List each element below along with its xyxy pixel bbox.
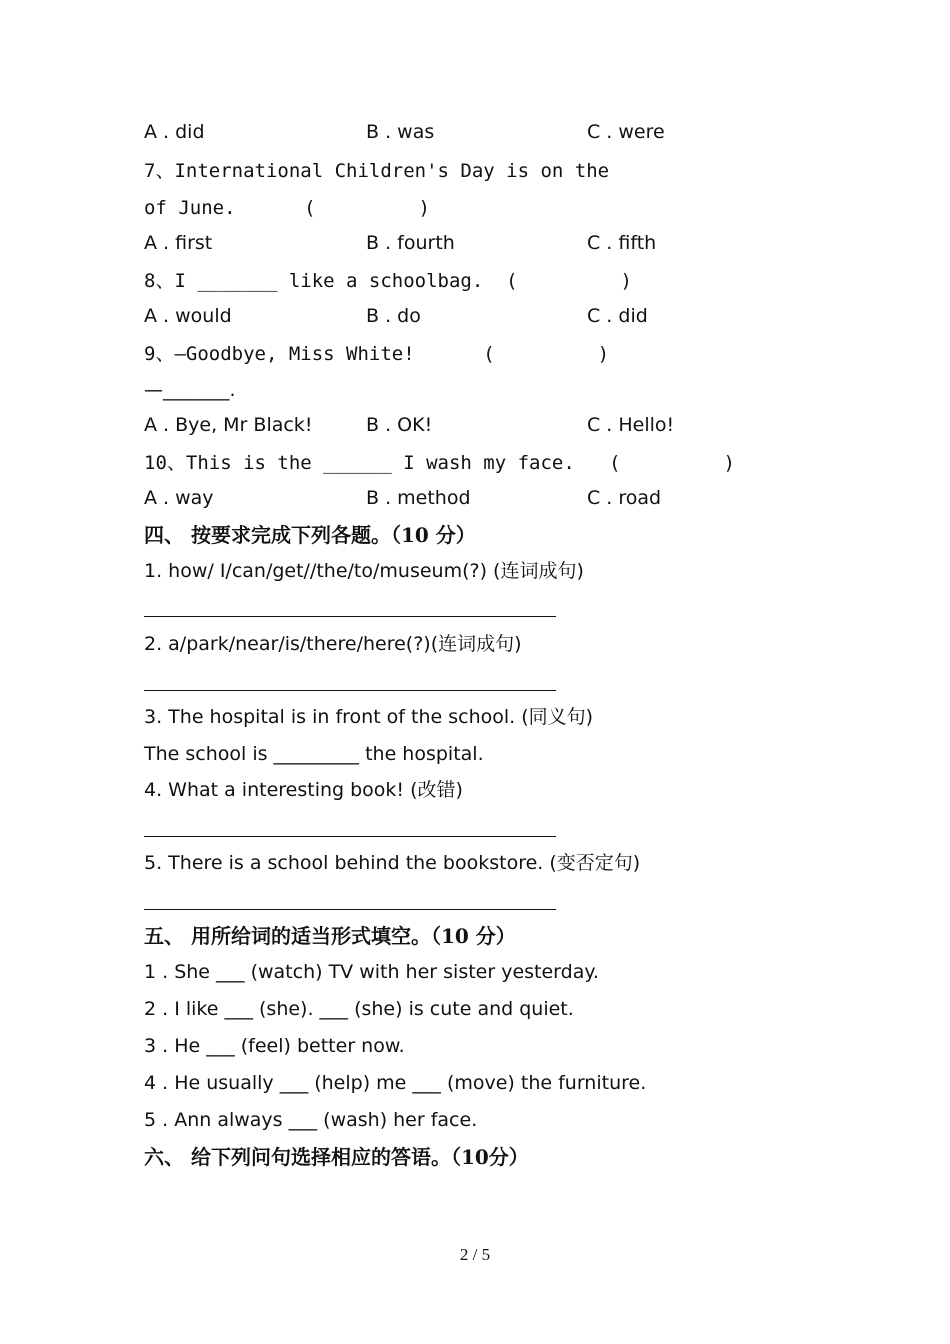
q9-option-a: A . Bye, Mr Black! xyxy=(144,414,313,436)
section4-item-4: 4. What a interesting book! (改错) xyxy=(144,779,463,801)
page-number: 2 / 5 xyxy=(459,1245,491,1264)
section4-item-3: 3. The hospital is in front of the school. (同义句) xyxy=(144,706,594,728)
section4-item-1: 1. how/ I/can/get//the/to/museum(?) (连词成句) xyxy=(144,560,584,582)
q10-question: 10、This is the ______ I wash my face. ( ) xyxy=(144,452,735,474)
section6-heading: 六、 给下列问句选择相应的答语。（10分） xyxy=(144,1145,529,1169)
section4-heading: 四、 按要求完成下列各题。（10 分） xyxy=(144,523,476,547)
q10-option-c: C . road xyxy=(587,487,662,509)
q8-option-a: A . would xyxy=(144,305,232,327)
q7-option-a: A . first xyxy=(144,232,213,254)
q6-option-a: A . did xyxy=(144,121,205,143)
section5-item-3: 3 . He ___ (feel) better now. xyxy=(144,1035,405,1057)
q6-option-c: C . were xyxy=(587,121,665,143)
q9-question: 9、—Goodbye, Miss White! ( ) xyxy=(144,343,610,365)
section4-item-3-fill: The school is _________ the hospital. xyxy=(144,743,484,765)
q9-option-b: B . OK! xyxy=(366,414,433,436)
section5-heading: 五、 用所给词的适当形式填空。（10 分） xyxy=(144,924,516,948)
q8-option-b: B . do xyxy=(366,305,421,327)
answer-line xyxy=(144,616,556,617)
answer-line xyxy=(144,690,556,691)
answer-line xyxy=(144,909,556,910)
q7-option-c: C . fifth xyxy=(587,232,657,254)
q10-option-a: A . way xyxy=(144,487,214,509)
q9-answer-blank: —_______. xyxy=(144,379,236,401)
section4-item-5: 5. There is a school behind the bookstore. (变否定句) xyxy=(144,852,641,874)
q8-option-c: C . did xyxy=(587,305,648,327)
q9-option-c: C . Hello! xyxy=(587,414,675,436)
section5-item-5: 5 . Ann always ___ (wash) her face. xyxy=(144,1109,478,1131)
q7-option-b: B . fourth xyxy=(366,232,455,254)
q7-question: 7、International Children's Day is on the xyxy=(144,160,610,182)
q6-option-b: B . was xyxy=(366,121,435,143)
section5-item-1: 1 . She ___ (watch) TV with her sister yesterday. xyxy=(144,961,599,983)
answer-line xyxy=(144,836,556,837)
section5-item-4: 4 . He usually ___ (help) me ___ (move) the furniture. xyxy=(144,1072,647,1094)
q8-question: 8、I _______ like a schoolbag. ( ) xyxy=(144,270,632,292)
q7-question-cont: of June. ( ) xyxy=(144,197,430,219)
section5-item-2: 2 . I like ___ (she). ___ (she) is cute and quiet. xyxy=(144,998,574,1020)
q10-option-b: B . method xyxy=(366,487,471,509)
section4-item-2: 2. a/park/near/is/there/here(?)(连词成句) xyxy=(144,633,522,655)
